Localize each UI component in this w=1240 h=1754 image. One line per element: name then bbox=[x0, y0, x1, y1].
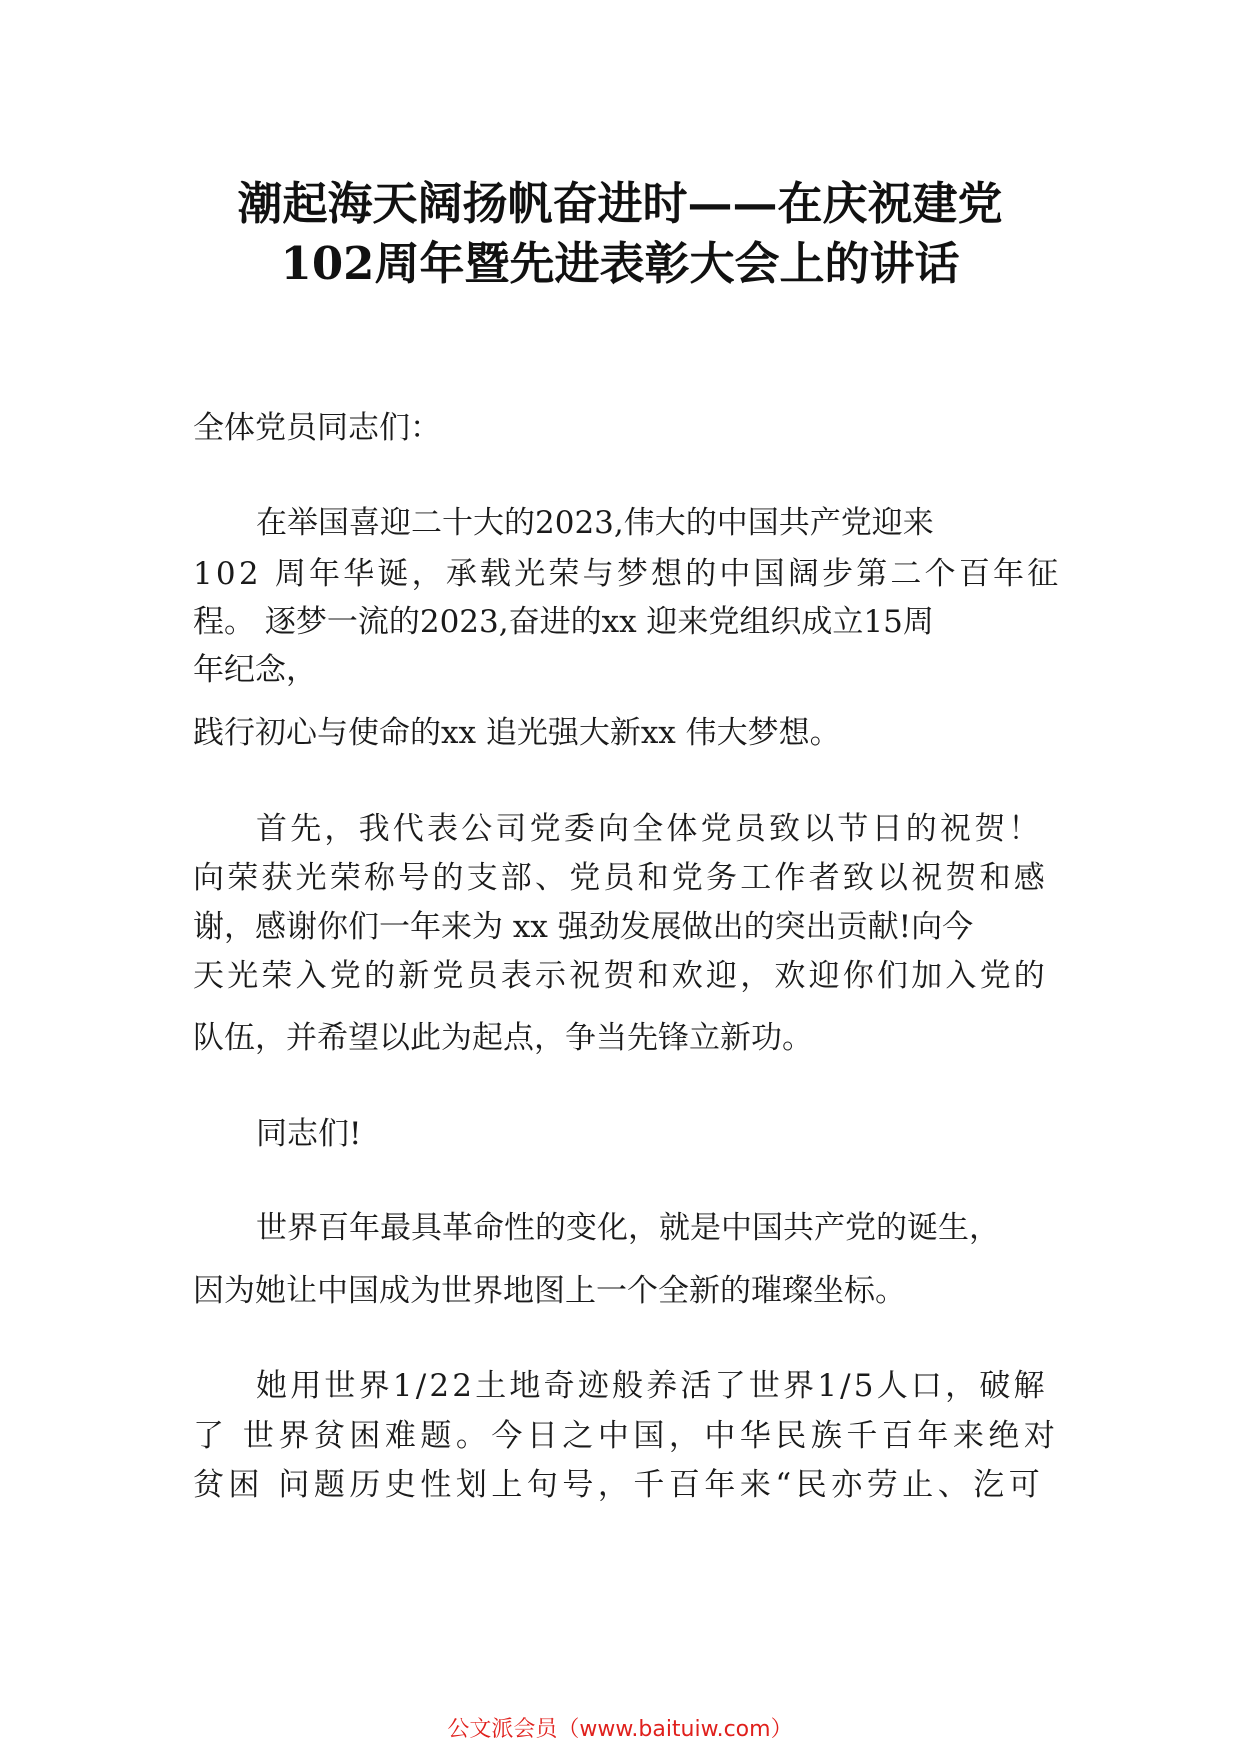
paragraph-1-line-4: 年纪念， bbox=[193, 652, 317, 688]
paragraph-5-line-2: 因为她让中国成为世界地图上一个全新的璀璨坐标。 bbox=[193, 1273, 906, 1309]
document-title bbox=[0, 174, 1240, 294]
paragraph-3-line-3: 谢，感谢你们一年来为 xx 强劲发展做出的突出贡献!向今 bbox=[193, 909, 974, 945]
paragraph-6-line-3: 贫困 问题历史性划上句号，千百年来“民亦劳止、汔可 bbox=[193, 1467, 1045, 1503]
paragraph-1-line-1: 在举国喜迎二十大的2023,伟大的中国共产党迎来 bbox=[256, 505, 934, 541]
paragraph-2: 践行初心与使命的xx 追光强大新xx 伟大梦想。 bbox=[193, 715, 841, 751]
paragraph-6-line-2: 了 世界贫困难题。今日之中国，中华民族千百年来绝对 bbox=[193, 1418, 1060, 1454]
paragraph-3-line-1: 首先，我代表公司党委向全体党员致以节日的祝贺！ bbox=[256, 811, 1043, 847]
title-line-2: 102周年暨先进表彰大会上的讲话 bbox=[280, 237, 960, 290]
paragraph-4: 同志们! bbox=[256, 1116, 362, 1152]
paragraph-5-line-1: 世界百年最具革命性的变化，就是中国共产党的诞生， bbox=[256, 1210, 1000, 1246]
paragraph-1-line-2: 102 周年华诞，承载光荣与梦想的中国阔步第二个百年征 bbox=[193, 556, 1062, 592]
footer-watermark[interactable]: 公文派会员（www.baituiw.com） bbox=[447, 1717, 793, 1742]
paragraph-3-line-5: 队伍，并希望以此为起点，争当先锋立新功。 bbox=[193, 1020, 813, 1056]
title-line-1: 潮起海天阔扬帆奋进时——在庆祝建党 bbox=[237, 177, 1003, 230]
paragraph-3-line-2: 向荣获光荣称号的支部、党员和党务工作者致以祝贺和感 bbox=[193, 860, 1048, 896]
salutation: 全体党员同志们： bbox=[193, 410, 441, 446]
paragraph-3-line-4: 天光荣入党的新党员表示祝贺和欢迎，欢迎你们加入党的 bbox=[193, 958, 1048, 994]
paragraph-6-line-1: 她用世界1/22土地奇迹般养活了世界1/5人口，破解 bbox=[256, 1368, 1048, 1404]
paragraph-1-line-3: 程。 逐梦一流的2023,奋进的xx 迎来党组织成立15周 bbox=[193, 604, 934, 640]
